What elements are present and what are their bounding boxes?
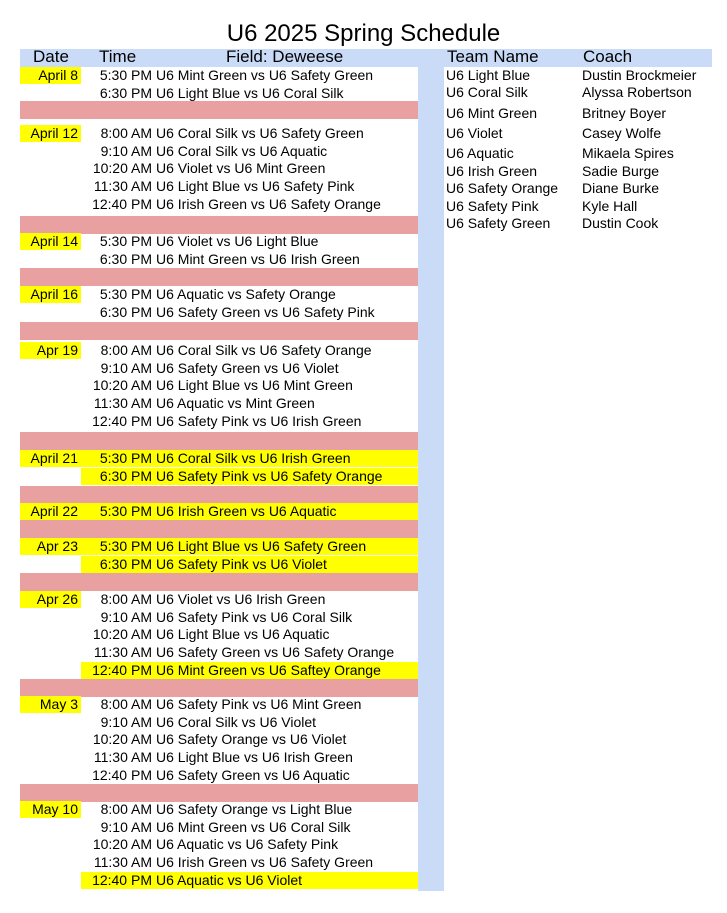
game-time: 5:30 PM <box>99 233 152 249</box>
game-matchup: U6 Coral Silk vs U6 Aquatic <box>156 142 328 159</box>
game-time: 12:40 PM <box>92 412 152 429</box>
game-time: 9:10 AM <box>100 359 152 376</box>
game-matchup: U6 Coral Silk vs U6 Safety Green <box>156 125 364 141</box>
divider-column <box>418 67 444 891</box>
game-time: 9:10 AM <box>100 608 152 625</box>
date-cell: Apr 19 <box>20 342 81 359</box>
game-time: 8:00 AM <box>100 342 152 358</box>
game-matchup: U6 Safety Green vs U6 Aquatic <box>156 766 350 783</box>
date-cell: April 16 <box>20 286 81 303</box>
game-matchup: U6 Violet vs U6 Light Blue <box>156 233 319 249</box>
header-time: Time <box>99 47 137 66</box>
game-time: 10:20 AM <box>92 377 152 394</box>
game-matchup: U6 Safety Pink vs U6 Mint Green <box>156 696 362 712</box>
game-matchup: U6 Coral Silk vs U6 Irish Green <box>156 450 351 466</box>
game-time: 6:30 PM <box>99 555 152 572</box>
game-time: 6:30 PM <box>99 303 152 320</box>
game-time: 10:20 AM <box>92 626 152 643</box>
game-matchup: U6 Light Blue vs U6 Irish Green <box>156 749 353 766</box>
team-name: U6 Coral Silk <box>446 84 528 100</box>
date-cell: April 22 <box>20 503 81 520</box>
page-title: U6 2025 Spring Schedule <box>226 20 501 47</box>
game-time: 9:10 AM <box>100 713 152 730</box>
game-matchup: U6 Safety Green vs U6 Violet <box>156 359 339 376</box>
game-time: 6:30 PM <box>99 250 152 267</box>
game-matchup: U6 Mint Green vs U6 Safety Green <box>156 67 374 83</box>
date-separator <box>20 101 418 119</box>
game-time: 8:00 AM <box>100 801 152 817</box>
date-cell: Apr 23 <box>20 538 81 555</box>
date-separator <box>20 520 418 538</box>
header-field: Field: Deweese <box>226 47 344 66</box>
game-matchup: U6 Mint Green vs U6 Coral Silk <box>156 818 351 835</box>
game-time: 10:20 AM <box>92 836 152 853</box>
game-matchup: U6 Safety Orange vs U6 Violet <box>156 731 347 748</box>
game-matchup: U6 Irish Green vs U6 Aquatic <box>156 503 337 519</box>
game-matchup: U6 Coral Silk vs U6 Safety Orange <box>156 342 372 358</box>
game-matchup: U6 Irish Green vs U6 Safety Orange <box>156 195 381 212</box>
game-time: 12:40 PM <box>92 195 152 212</box>
date-cell: April 21 <box>20 450 81 467</box>
team-name: U6 Mint Green <box>446 105 538 121</box>
game-time: 10:20 AM <box>92 160 152 177</box>
coach-name: Mikaela Spires <box>582 145 674 161</box>
game-time: 12:40 PM <box>92 871 152 888</box>
date-cell: April 8 <box>20 67 81 84</box>
coach-name: Dustin Cook <box>582 215 659 231</box>
game-time: 8:00 AM <box>100 696 152 712</box>
game-matchup: U6 Light Blue vs U6 Coral Silk <box>156 84 344 101</box>
game-time: 8:00 AM <box>100 125 152 141</box>
game-matchup: U6 Safety Pink vs U6 Irish Green <box>156 412 362 429</box>
date-cell: May 10 <box>20 801 81 818</box>
game-matchup: U6 Aquatic vs Safety Orange <box>156 286 336 302</box>
date-cell: April 12 <box>20 125 81 142</box>
header-coach: Coach <box>583 47 633 66</box>
game-matchup: U6 Safety Orange vs Light Blue <box>156 801 353 817</box>
team-name: U6 Light Blue <box>446 67 531 83</box>
team-name: U6 Safety Pink <box>446 198 539 214</box>
game-matchup: U6 Safety Pink vs U6 Violet <box>156 555 327 572</box>
game-time: 9:10 AM <box>100 142 152 159</box>
date-separator <box>20 432 418 450</box>
game-matchup: U6 Light Blue vs U6 Aquatic <box>156 626 330 643</box>
date-separator <box>20 573 418 591</box>
game-time: 12:40 PM <box>92 661 152 678</box>
coach-name: Britney Boyer <box>582 105 667 121</box>
game-time: 6:30 PM <box>99 467 152 484</box>
game-matchup: U6 Safety Green vs U6 Safety Orange <box>156 644 395 661</box>
coach-name: Diane Burke <box>582 180 660 196</box>
game-matchup: U6 Aquatic vs U6 Violet <box>156 871 303 888</box>
team-name: U6 Safety Green <box>446 215 551 231</box>
coach-name: Sadie Burge <box>582 163 660 179</box>
game-time: 5:30 PM <box>99 450 152 466</box>
game-time: 12:40 PM <box>92 766 152 783</box>
header-date: Date <box>33 47 69 66</box>
coach-name: Dustin Brockmeier <box>582 67 697 83</box>
header-team-name: Team Name <box>447 47 539 66</box>
date-cell: Apr 26 <box>20 591 81 608</box>
date-separator <box>20 679 418 697</box>
game-matchup: U6 Violet vs U6 Irish Green <box>156 591 326 607</box>
game-time: 6:30 PM <box>99 84 152 101</box>
date-separator <box>20 216 418 234</box>
game-time: 11:30 AM <box>93 644 152 661</box>
game-matchup: U6 Coral Silk vs U6 Violet <box>156 713 317 730</box>
date-cell: April 14 <box>20 233 81 250</box>
date-separator <box>20 268 418 286</box>
date-separator <box>20 784 418 802</box>
game-time: 9:10 AM <box>100 818 152 835</box>
team-name: U6 Irish Green <box>446 163 538 179</box>
game-matchup: U6 Aquatic vs U6 Safety Pink <box>156 836 339 853</box>
game-matchup: U6 Safety Pink vs U6 Coral Silk <box>156 608 353 625</box>
game-time: 11:30 AM <box>93 395 152 412</box>
game-time: 8:00 AM <box>100 591 152 607</box>
date-cell: May 3 <box>20 696 81 713</box>
coach-name: Kyle Hall <box>582 198 638 214</box>
team-name: U6 Aquatic <box>446 145 514 161</box>
team-name: U6 Violet <box>446 125 503 141</box>
date-separator <box>20 486 418 504</box>
game-time: 5:30 PM <box>99 538 152 554</box>
team-name: U6 Safety Orange <box>446 180 559 196</box>
game-time: 11:30 AM <box>93 178 152 195</box>
date-separator <box>20 322 418 340</box>
game-matchup: U6 Light Blue vs U6 Safety Pink <box>156 178 355 195</box>
game-matchup: U6 Safety Pink vs U6 Safety Orange <box>156 467 383 484</box>
game-matchup: U6 Mint Green vs U6 Irish Green <box>156 250 360 267</box>
game-matchup: U6 Light Blue vs U6 Safety Green <box>156 538 367 554</box>
game-matchup: U6 Safety Green vs U6 Safety Pink <box>156 303 375 320</box>
coach-name: Casey Wolfe <box>582 125 662 141</box>
game-time: 5:30 PM <box>99 286 152 302</box>
game-matchup: U6 Aquatic vs Mint Green <box>156 395 315 412</box>
game-time: 10:20 AM <box>92 731 152 748</box>
game-time: 5:30 PM <box>99 67 152 83</box>
game-matchup: U6 Irish Green vs U6 Safety Green <box>156 854 374 871</box>
game-time: 11:30 AM <box>93 749 152 766</box>
game-matchup: U6 Light Blue vs U6 Mint Green <box>156 377 353 394</box>
coach-name: Alyssa Robertson <box>582 84 692 100</box>
game-matchup: U6 Violet vs U6 Mint Green <box>156 160 326 177</box>
game-time: 11:30 AM <box>93 854 152 871</box>
game-matchup: U6 Mint Green vs U6 Saftey Orange <box>156 661 381 678</box>
game-time: 5:30 PM <box>99 503 152 519</box>
